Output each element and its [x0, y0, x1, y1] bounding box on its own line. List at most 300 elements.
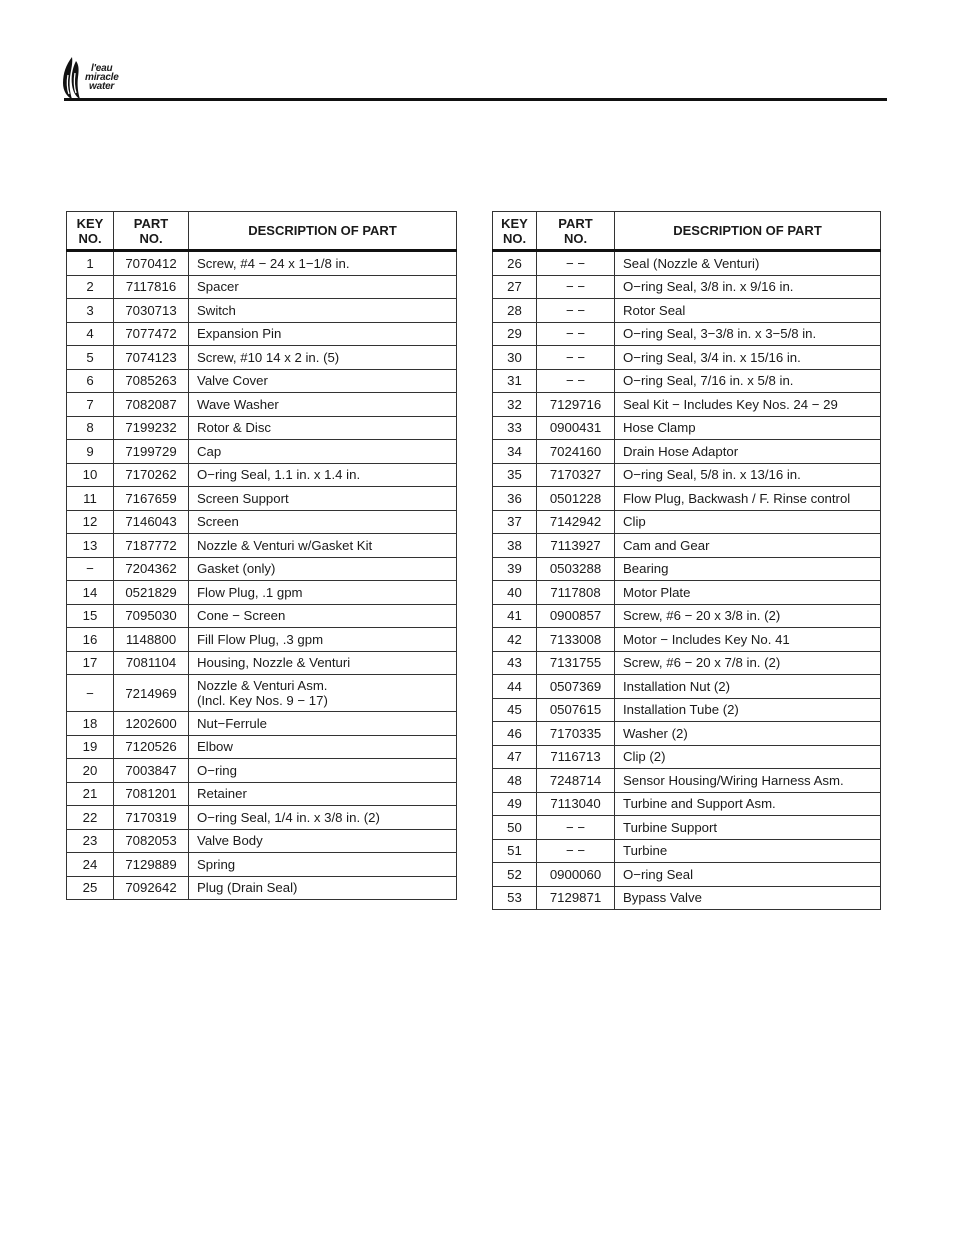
- part-no-cell: 7095030: [114, 604, 189, 628]
- description-cell: [615, 369, 881, 393]
- description-cell: [615, 275, 881, 299]
- description-cell: [189, 675, 457, 712]
- table-row: [67, 581, 457, 605]
- table-row: [493, 487, 881, 511]
- part-no-cell: 7113927: [537, 534, 615, 558]
- key-no-cell: 31: [493, 369, 537, 393]
- description-line: Bypass Valve: [623, 890, 702, 906]
- description-cell: [189, 829, 457, 853]
- key-no-cell: 42: [493, 628, 537, 652]
- key-no-cell: 19: [67, 735, 114, 759]
- part-no-cell: 7129871: [537, 886, 615, 910]
- description-cell: [615, 698, 881, 722]
- description-line: Valve Cover: [197, 373, 268, 389]
- part-header-line-2: NO.: [563, 230, 588, 246]
- table-row: [67, 510, 457, 534]
- part-header-line-2: NO.: [139, 230, 163, 246]
- table-row: [67, 534, 457, 558]
- key-no-cell: 10: [67, 463, 114, 487]
- table-row: [67, 251, 457, 276]
- key-no-cell: 2: [67, 275, 114, 299]
- table-row: [67, 829, 457, 853]
- part-no-cell: 7074123: [114, 346, 189, 370]
- description-cell: [189, 651, 457, 675]
- part-no-cell: 7085263: [114, 369, 189, 393]
- description-cell: [189, 876, 457, 900]
- table-row: [67, 782, 457, 806]
- parts-table-right: [492, 211, 881, 910]
- description-line: Valve Body: [197, 833, 263, 849]
- description-line: Elbow: [197, 739, 233, 755]
- table-row: [493, 722, 881, 746]
- description-cell: [189, 416, 457, 440]
- part-no-cell: 7081201: [114, 782, 189, 806]
- description-line: Expansion Pin: [197, 326, 282, 342]
- description-line: Bearing: [623, 561, 669, 577]
- part-no-cell: − −: [537, 299, 615, 323]
- key-no-cell: 5: [67, 346, 114, 370]
- key-no-cell: 13: [67, 534, 114, 558]
- key-no-cell: 37: [493, 510, 537, 534]
- description-cell: [615, 792, 881, 816]
- part-no-cell: − −: [537, 275, 615, 299]
- part-no-cell: 0521829: [114, 581, 189, 605]
- key-no-cell: 6: [67, 369, 114, 393]
- description-cell: [615, 534, 881, 558]
- key-no-cell: 8: [67, 416, 114, 440]
- parts-table-left: [66, 211, 457, 900]
- description-cell: [615, 722, 881, 746]
- table-row: [67, 712, 457, 736]
- description-line: Flow Plug, Backwash / F. Rinse control: [623, 490, 851, 506]
- key-no-cell: 22: [67, 806, 114, 830]
- water-drop-logo-icon: [60, 55, 86, 101]
- key-no-cell: 28: [493, 299, 537, 323]
- part-no-cell: 7116713: [537, 745, 615, 769]
- key-no-cell: 23: [67, 829, 114, 853]
- part-no-header: [114, 212, 189, 251]
- part-no-cell: 0501228: [537, 487, 615, 511]
- description-cell: [615, 604, 881, 628]
- part-no-cell: 7146043: [114, 510, 189, 534]
- part-no-cell: 0900431: [537, 416, 615, 440]
- key-no-cell: 43: [493, 651, 537, 675]
- description-line: Nozzle & Venturi w/Gasket Kit: [197, 537, 373, 553]
- description-cell: [615, 299, 881, 323]
- part-no-header: [537, 212, 615, 251]
- key-no-cell: 4: [67, 322, 114, 346]
- description-cell: [189, 299, 457, 323]
- key-no-cell: 46: [493, 722, 537, 746]
- description-cell: [615, 416, 881, 440]
- table-row: [67, 876, 457, 900]
- description-cell: [189, 806, 457, 830]
- part-no-cell: 7077472: [114, 322, 189, 346]
- key-no-cell: 50: [493, 816, 537, 840]
- description-cell: [615, 863, 881, 887]
- table-header-row: [493, 212, 881, 251]
- table-row: [67, 487, 457, 511]
- description-line: Retainer: [197, 786, 247, 802]
- table-row: [493, 251, 881, 276]
- description-cell: [615, 745, 881, 769]
- description-cell: [615, 886, 881, 910]
- description-line: Screen Support: [197, 490, 289, 506]
- table-row: [67, 393, 457, 417]
- part-no-cell: 7082087: [114, 393, 189, 417]
- key-header-line-2: NO.: [78, 230, 102, 246]
- part-no-cell: 7003847: [114, 759, 189, 783]
- key-no-cell: 7: [67, 393, 114, 417]
- key-no-cell: 30: [493, 346, 537, 370]
- description-line: Plug (Drain Seal): [197, 880, 298, 896]
- description-line: Rotor Seal: [623, 302, 686, 318]
- part-no-cell: 0503288: [537, 557, 615, 581]
- key-header-line-1: KEY: [501, 215, 528, 231]
- part-no-cell: 7024160: [537, 440, 615, 464]
- part-no-cell: 7082053: [114, 829, 189, 853]
- description-line: Fill Flow Plug, .3 gpm: [197, 631, 324, 647]
- description-line: O−ring Seal, 7/16 in. x 5/8 in.: [623, 373, 794, 389]
- description-line: Washer (2): [623, 725, 688, 741]
- table-row: [67, 463, 457, 487]
- description-cell: [615, 839, 881, 863]
- description-line: O−ring Seal: [623, 866, 694, 882]
- table-row: [493, 816, 881, 840]
- table-row: [493, 745, 881, 769]
- description-cell: [189, 557, 457, 581]
- key-no-cell: 12: [67, 510, 114, 534]
- description-line: Spacer: [197, 279, 239, 295]
- description-cell: [615, 346, 881, 370]
- description-line: Drain Hose Adaptor: [623, 443, 739, 459]
- description-line: O−ring Seal, 3−3/8 in. x 3−5/8 in.: [623, 326, 817, 342]
- key-no-cell: 11: [67, 487, 114, 511]
- description-cell: [615, 393, 881, 417]
- description-cell: [189, 628, 457, 652]
- description-cell: [189, 712, 457, 736]
- key-no-cell: 14: [67, 581, 114, 605]
- description-line: Hose Clamp: [623, 420, 696, 436]
- key-no-cell: 44: [493, 675, 537, 699]
- table-row: [493, 792, 881, 816]
- part-no-cell: 7030713: [114, 299, 189, 323]
- table-row: [67, 735, 457, 759]
- description-cell: [189, 510, 457, 534]
- part-no-cell: 7117816: [114, 275, 189, 299]
- key-no-cell: 48: [493, 769, 537, 793]
- key-no-cell: 35: [493, 463, 537, 487]
- key-no-cell: 3: [67, 299, 114, 323]
- part-header-line-1: PART: [558, 215, 593, 231]
- description-cell: [189, 853, 457, 877]
- table-row: [67, 346, 457, 370]
- key-no-cell: 45: [493, 698, 537, 722]
- key-no-cell: 34: [493, 440, 537, 464]
- part-no-cell: 7170327: [537, 463, 615, 487]
- description-line: Screen: [197, 514, 239, 530]
- part-no-cell: 7170262: [114, 463, 189, 487]
- table-row: [493, 698, 881, 722]
- table-row: [493, 510, 881, 534]
- part-no-cell: 1202600: [114, 712, 189, 736]
- key-no-cell: 17: [67, 651, 114, 675]
- part-no-cell: 1148800: [114, 628, 189, 652]
- key-no-cell: 15: [67, 604, 114, 628]
- table-row: [67, 275, 457, 299]
- part-no-cell: 7113040: [537, 792, 615, 816]
- description-line: Installation Nut (2): [623, 678, 731, 694]
- description-cell: [189, 251, 457, 276]
- description-cell: [189, 487, 457, 511]
- table-row: [493, 369, 881, 393]
- description-line: Installation Tube (2): [623, 702, 739, 718]
- description-cell: [615, 628, 881, 652]
- key-header-line-1: KEY: [76, 215, 104, 231]
- part-no-cell: 7199729: [114, 440, 189, 464]
- description-line: Spring: [197, 856, 236, 872]
- description-header: DESCRIPTION OF PART: [615, 212, 881, 251]
- description-cell: [615, 440, 881, 464]
- part-no-cell: 7117808: [537, 581, 615, 605]
- table-row: [67, 416, 457, 440]
- description-cell: [615, 816, 881, 840]
- table-row: [67, 557, 457, 581]
- table-row: [493, 886, 881, 910]
- table-row: [493, 322, 881, 346]
- table-row: [67, 759, 457, 783]
- table-row: [493, 581, 881, 605]
- description-cell: [615, 651, 881, 675]
- table-header-row: [67, 212, 457, 251]
- table-row: [493, 299, 881, 323]
- description-cell: [189, 759, 457, 783]
- description-line: O−ring: [197, 762, 237, 778]
- part-no-cell: 7131755: [537, 651, 615, 675]
- part-no-cell: − −: [537, 346, 615, 370]
- part-no-cell: 7248714: [537, 769, 615, 793]
- logo-text-line-3: water: [89, 81, 115, 92]
- description-header: DESCRIPTION OF PART: [189, 212, 457, 251]
- key-no-cell: −: [67, 675, 114, 712]
- key-no-cell: 29: [493, 322, 537, 346]
- part-no-cell: − −: [537, 839, 615, 863]
- part-no-cell: − −: [537, 322, 615, 346]
- key-no-cell: 27: [493, 275, 537, 299]
- table-row: [67, 806, 457, 830]
- table-row: [67, 604, 457, 628]
- description-cell: [189, 346, 457, 370]
- description-cell: [189, 534, 457, 558]
- part-no-cell: 7204362: [114, 557, 189, 581]
- key-no-cell: 1: [67, 251, 114, 276]
- key-no-cell: 20: [67, 759, 114, 783]
- table-row: [67, 369, 457, 393]
- description-line: Screw, #4 − 24 x 1−1/8 in.: [197, 255, 350, 271]
- description-line: Motor Plate: [623, 584, 691, 600]
- table-row: [67, 299, 457, 323]
- description-cell: [189, 581, 457, 605]
- key-no-cell: 21: [67, 782, 114, 806]
- logo-text-line-2: miracle: [85, 72, 119, 83]
- key-no-cell: −: [67, 557, 114, 581]
- key-no-cell: 24: [67, 853, 114, 877]
- table-row: [493, 604, 881, 628]
- description-cell: [615, 675, 881, 699]
- part-no-cell: − −: [537, 251, 615, 276]
- table-row: [67, 853, 457, 877]
- part-no-cell: − −: [537, 369, 615, 393]
- key-no-cell: 38: [493, 534, 537, 558]
- description-line: Clip: [623, 514, 646, 530]
- description-line: Screw, #6 − 20 x 7/8 in. (2): [623, 655, 781, 671]
- table-row: [493, 534, 881, 558]
- part-no-cell: 7081104: [114, 651, 189, 675]
- description-cell: [189, 463, 457, 487]
- description-line: (Incl. Key Nos. 9 − 17): [197, 693, 328, 708]
- table-row: [493, 557, 881, 581]
- table-row: [493, 769, 881, 793]
- part-no-cell: 7142942: [537, 510, 615, 534]
- description-cell: [615, 557, 881, 581]
- key-no-cell: 32: [493, 393, 537, 417]
- key-no-cell: 41: [493, 604, 537, 628]
- description-cell: [189, 735, 457, 759]
- description-line: Wave Washer: [197, 396, 279, 412]
- part-no-cell: 0507615: [537, 698, 615, 722]
- description-line: O−ring Seal, 1.1 in. x 1.4 in.: [197, 467, 361, 483]
- description-cell: [615, 463, 881, 487]
- description-line: Turbine Support: [623, 819, 718, 835]
- key-no-cell: 52: [493, 863, 537, 887]
- key-no-cell: 36: [493, 487, 537, 511]
- part-no-cell: 7187772: [114, 534, 189, 558]
- part-no-cell: − −: [537, 816, 615, 840]
- key-no-cell: 47: [493, 745, 537, 769]
- description-cell: [189, 604, 457, 628]
- description-line: O−ring Seal, 3/8 in. x 9/16 in.: [623, 279, 794, 295]
- key-no-cell: 25: [67, 876, 114, 900]
- table-row: [67, 675, 457, 712]
- description-line: Flow Plug, .1 gpm: [197, 584, 303, 600]
- part-no-cell: 7129889: [114, 853, 189, 877]
- key-no-cell: 53: [493, 886, 537, 910]
- part-no-cell: 7092642: [114, 876, 189, 900]
- description-line: Sensor Housing/Wiring Harness Asm.: [623, 772, 844, 788]
- table-row: [493, 393, 881, 417]
- description-cell: [189, 782, 457, 806]
- part-no-cell: 7120526: [114, 735, 189, 759]
- part-no-cell: 0900060: [537, 863, 615, 887]
- key-no-cell: 16: [67, 628, 114, 652]
- key-no-header: [67, 212, 114, 251]
- part-no-cell: 7133008: [537, 628, 615, 652]
- table-row: [67, 440, 457, 464]
- key-no-cell: 39: [493, 557, 537, 581]
- key-no-cell: 33: [493, 416, 537, 440]
- table-row: [493, 440, 881, 464]
- table-row: [67, 322, 457, 346]
- key-no-cell: 9: [67, 440, 114, 464]
- part-no-cell: 7129716: [537, 393, 615, 417]
- table-row: [493, 628, 881, 652]
- part-no-cell: 7199232: [114, 416, 189, 440]
- description-line: Cap: [197, 443, 222, 459]
- description-line: Housing, Nozzle & Venturi: [197, 655, 351, 671]
- key-no-cell: 40: [493, 581, 537, 605]
- table-row: [493, 416, 881, 440]
- description-line: Switch: [197, 302, 236, 318]
- table-row: [493, 839, 881, 863]
- description-line: Rotor & Disc: [197, 420, 272, 436]
- description-cell: [615, 322, 881, 346]
- key-no-cell: 49: [493, 792, 537, 816]
- part-no-cell: 7214969: [114, 675, 189, 712]
- part-no-cell: 0507369: [537, 675, 615, 699]
- description-cell: [615, 251, 881, 276]
- key-no-cell: 26: [493, 251, 537, 276]
- description-cell: [615, 487, 881, 511]
- part-no-cell: 7167659: [114, 487, 189, 511]
- header-rule: [64, 98, 887, 101]
- description-cell: [189, 369, 457, 393]
- brand-logo: [60, 55, 130, 101]
- description-line: Seal (Nozzle & Venturi): [623, 255, 760, 271]
- description-cell: [615, 581, 881, 605]
- part-no-cell: 0900857: [537, 604, 615, 628]
- key-no-header: [493, 212, 537, 251]
- description-line: Turbine: [623, 843, 668, 859]
- key-no-cell: 51: [493, 839, 537, 863]
- part-no-cell: 7170319: [114, 806, 189, 830]
- description-line: Gasket (only): [197, 561, 276, 577]
- logo-text-line-1: l'eau: [91, 63, 113, 74]
- description-cell: [615, 510, 881, 534]
- part-header-line-1: PART: [133, 215, 169, 231]
- table-row: [493, 346, 881, 370]
- description-line: O−ring Seal, 5/8 in. x 13/16 in.: [623, 467, 801, 483]
- table-row: [67, 651, 457, 675]
- description-cell: [615, 769, 881, 793]
- part-no-cell: 7070412: [114, 251, 189, 276]
- table-row: [493, 863, 881, 887]
- description-cell: [189, 322, 457, 346]
- description-line: Motor − Includes Key No. 41: [623, 631, 790, 647]
- description-line: O−ring Seal, 3/4 in. x 15/16 in.: [623, 349, 801, 365]
- description-line: Cone − Screen: [197, 608, 286, 624]
- description-line: O−ring Seal, 1/4 in. x 3/8 in. (2): [197, 809, 380, 825]
- description-line: Cam and Gear: [623, 537, 710, 553]
- description-line: Turbine and Support Asm.: [623, 796, 776, 812]
- description-line: Nozzle & Venturi Asm.: [197, 678, 328, 693]
- table-row: [67, 628, 457, 652]
- description-line: Nut−Ferrule: [197, 715, 267, 731]
- table-row: [493, 675, 881, 699]
- part-no-cell: 7170335: [537, 722, 615, 746]
- description-line: Screw, #6 − 20 x 3/8 in. (2): [623, 608, 781, 624]
- key-header-line-2: NO.: [502, 230, 527, 246]
- table-row: [493, 275, 881, 299]
- description-cell: [189, 275, 457, 299]
- description-line: Clip (2): [623, 749, 666, 765]
- table-row: [493, 651, 881, 675]
- description-cell: [189, 440, 457, 464]
- key-no-cell: 18: [67, 712, 114, 736]
- description-cell: [189, 393, 457, 417]
- description-line: Seal Kit − Includes Key Nos. 24 − 29: [623, 396, 838, 412]
- description-line: Screw, #10 14 x 2 in. (5): [197, 349, 340, 365]
- table-row: [493, 463, 881, 487]
